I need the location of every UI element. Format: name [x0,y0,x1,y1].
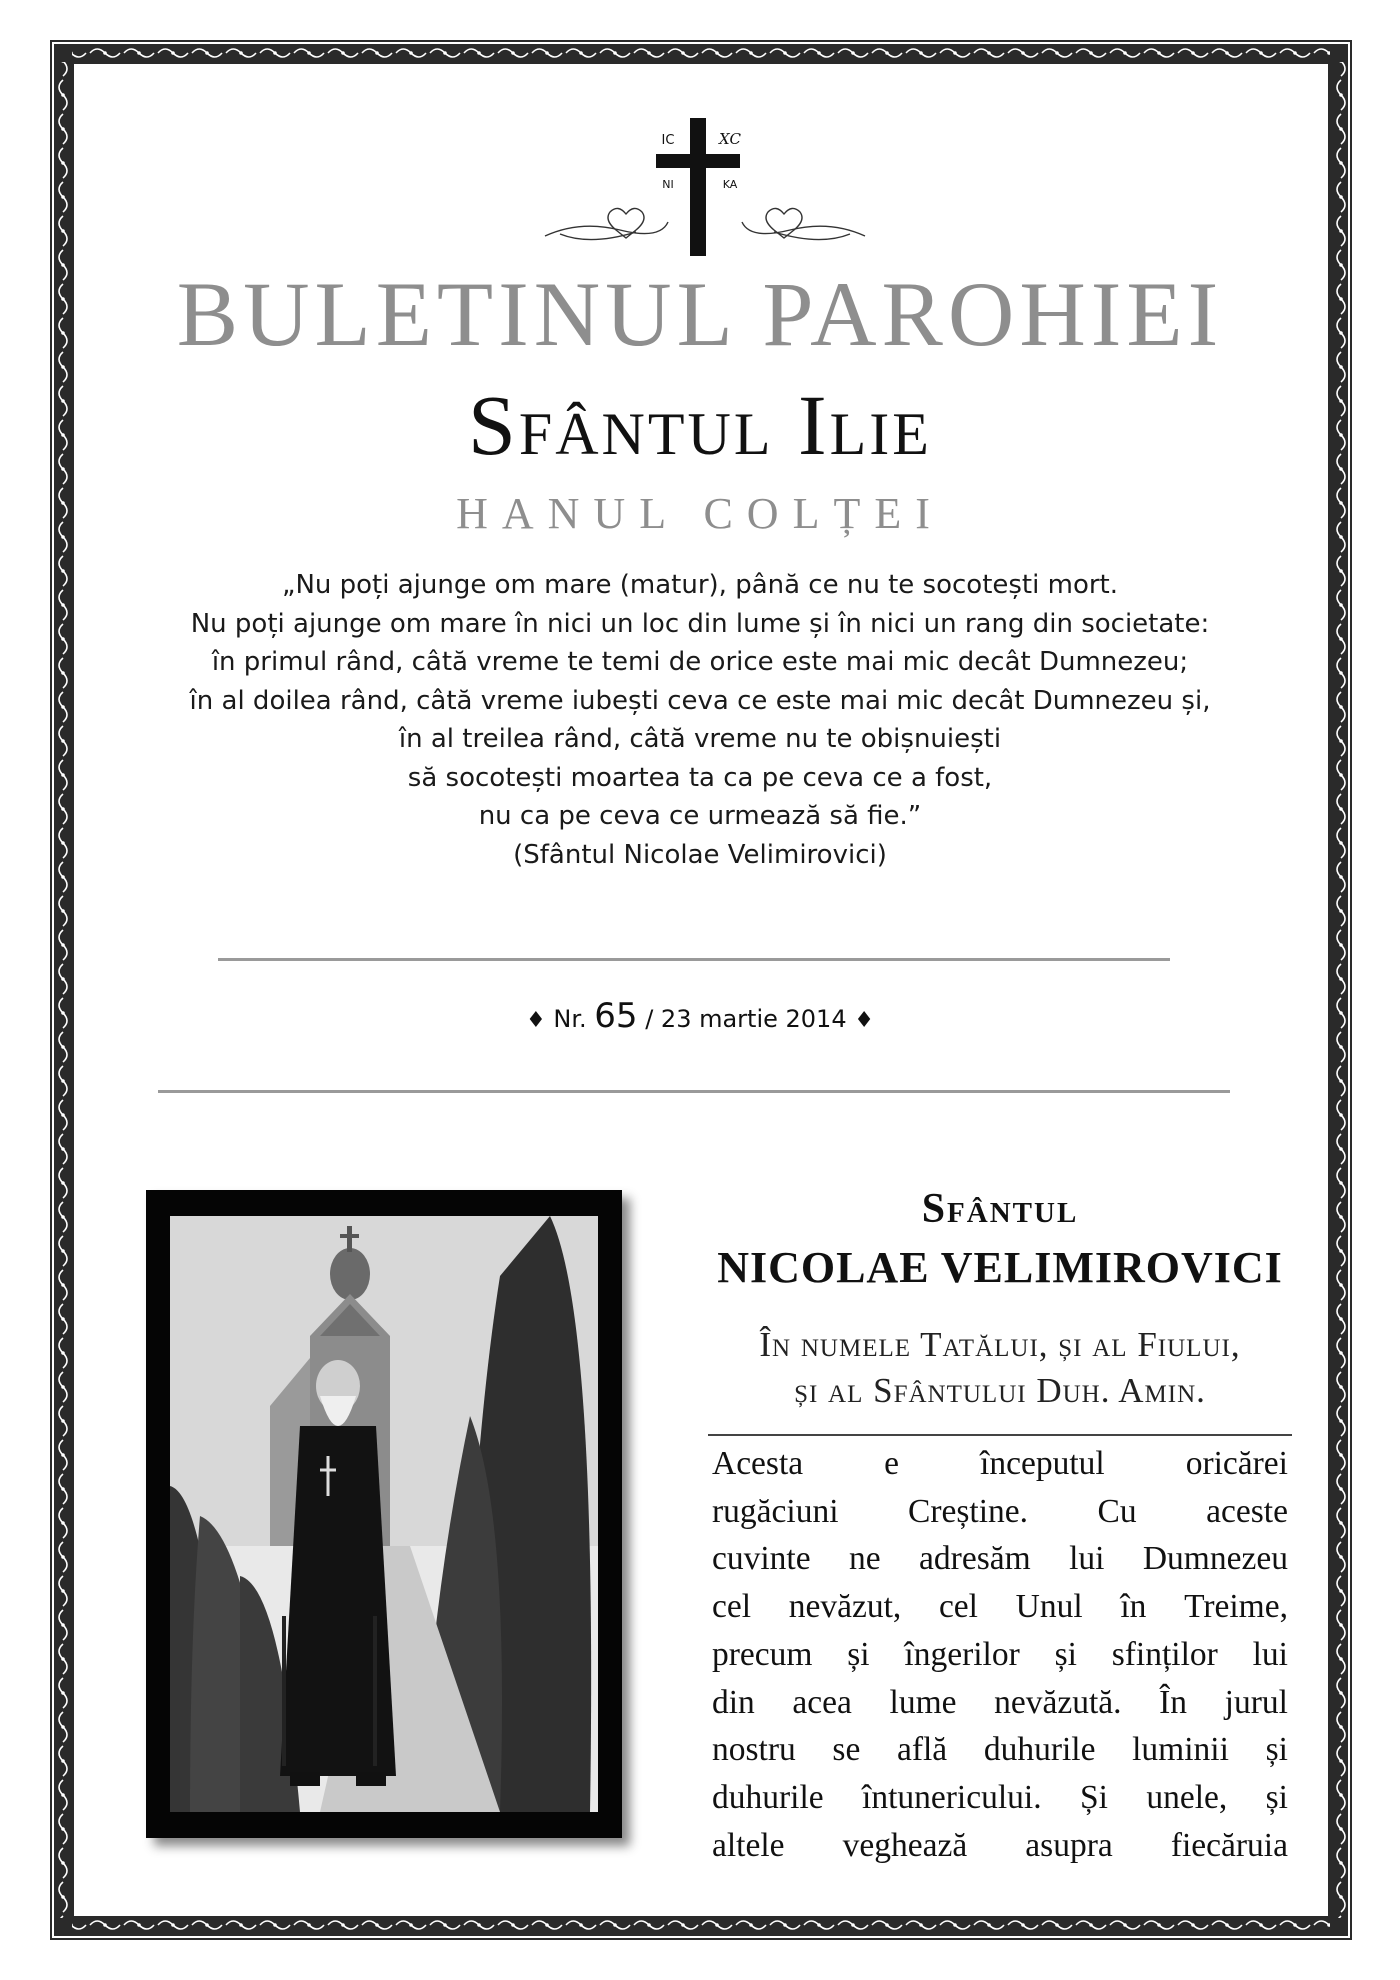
body-word: cel [938,1588,978,1626]
issue-prefix: Nr. [553,1005,587,1033]
issue-line [80,996,1320,1036]
saint-photo-frame [146,1190,622,1838]
orthodox-cross-icon [540,108,870,268]
quote-line: în primul rând, câtă vreme te temi de orice este mai mic decât Dumnezeu; [211,647,1189,677]
body-word: sfinților [1111,1635,1218,1673]
body-word: află [896,1731,948,1769]
emblem-xc: XC [719,130,741,148]
body-word: lui [1069,1540,1105,1578]
body-word: și [1265,1731,1288,1769]
body-word: în [1120,1588,1147,1626]
emblem-ic: IC [661,133,675,148]
body-line [712,1774,1288,1822]
subheading-line: În numele Tatălui, și al Fiului, [759,1325,1241,1364]
bulletin-title: BULETINUL PAROHIEI [176,263,1224,365]
parish-name: Sfântul Ilie [468,377,932,473]
quote-line: în al doilea rând, câtă vreme iubești ceva ce este mai mic decât Dumnezeu și, [189,685,1211,716]
article-subheading [700,1322,1300,1414]
body-word: îngerilor [904,1635,1020,1673]
quote-line: nu ca pe ceva ce urmează să fie.” [478,801,922,831]
body-word: nevăzută. [994,1683,1122,1721]
body-word: se [832,1731,861,1769]
saint-photo [170,1216,598,1812]
body-word: începutul [980,1445,1105,1482]
diamond-icon: ♦ [854,1008,874,1033]
body-word: și [847,1635,870,1673]
divider-top [218,958,1170,961]
diamond-icon: ♦ [526,1008,546,1033]
body-word: cel [712,1588,752,1626]
body-word: Cu [1097,1492,1137,1530]
body-word: precum [712,1635,813,1673]
body-word: Acesta [712,1445,804,1482]
body-word: Unul [1015,1588,1083,1626]
parish-location: HANUL COLȚEI [456,489,944,538]
body-word: luminii [1132,1731,1229,1769]
body-word: întunericului. [862,1778,1042,1816]
article-title-line1: Sfântul [921,1186,1079,1232]
body-word: asupra [1025,1826,1113,1864]
body-line [712,1631,1288,1679]
body-line [712,1679,1288,1727]
body-word: duhurile [712,1778,824,1816]
article-title-line2: NICOLAE VELIMIROVICI [717,1243,1283,1292]
body-word: unele, [1146,1778,1228,1816]
quote-line: Nu poți ajunge om mare în nici un loc din lume și în nici un rang din societate: [190,608,1210,639]
emblem-ni: NI [662,178,674,191]
quote-line: „Nu poți ajunge om mare (matur), până ce nu te socotești mort. [281,570,1118,600]
article-body [712,1440,1288,1869]
body-word: veghează [842,1826,968,1864]
body-word: Și [1079,1778,1108,1816]
article-divider [708,1434,1292,1436]
body-word: nostru [712,1731,796,1769]
body-line [712,1726,1288,1774]
body-word: și [1054,1635,1077,1673]
body-word: acea [792,1683,852,1721]
body-word: Treime, [1184,1588,1288,1626]
body-word: oricărei [1185,1445,1288,1482]
body-line [712,1583,1288,1631]
body-word: lume [889,1683,957,1721]
body-word: nevăzut, [788,1588,902,1626]
body-word: cuvinte [712,1540,811,1578]
body-word: duhurile [983,1731,1096,1769]
body-word: fiecăruia [1170,1826,1288,1864]
body-word: Dumnezeu [1142,1540,1288,1578]
body-line [712,1488,1288,1536]
divider-bottom [158,1090,1230,1093]
body-word: altele [712,1826,785,1864]
opening-quote [120,566,1280,874]
quote-attribution: (Sfântul Nicolae Velimirovici) [513,839,887,870]
body-word: În [1159,1683,1188,1721]
quote-line: să socotești moartea ta ca pe ceva ce a fost, [407,762,993,793]
body-line [712,1822,1288,1870]
subheading-line: și al Sfântului Duh. Amin. [794,1371,1206,1410]
body-word: rugăciuni [712,1492,839,1530]
issue-number: 65 [594,996,638,1036]
body-word: lui [1252,1635,1288,1673]
body-line [712,1535,1288,1583]
body-word: jurul [1224,1683,1288,1721]
body-word: din [712,1683,755,1721]
body-word: e [884,1445,900,1482]
body-word: adresăm [919,1540,1031,1578]
body-word: și [1265,1778,1288,1816]
body-line [712,1440,1288,1488]
emblem-ka: KA [722,178,738,191]
body-word: aceste [1206,1492,1288,1530]
body-word: Creștine. [908,1492,1029,1530]
issue-date: / 23 martie 2014 [645,1005,847,1033]
quote-line: în al treilea rând, câtă vreme nu te obișnuiești [398,724,1002,754]
body-word: ne [849,1540,881,1578]
